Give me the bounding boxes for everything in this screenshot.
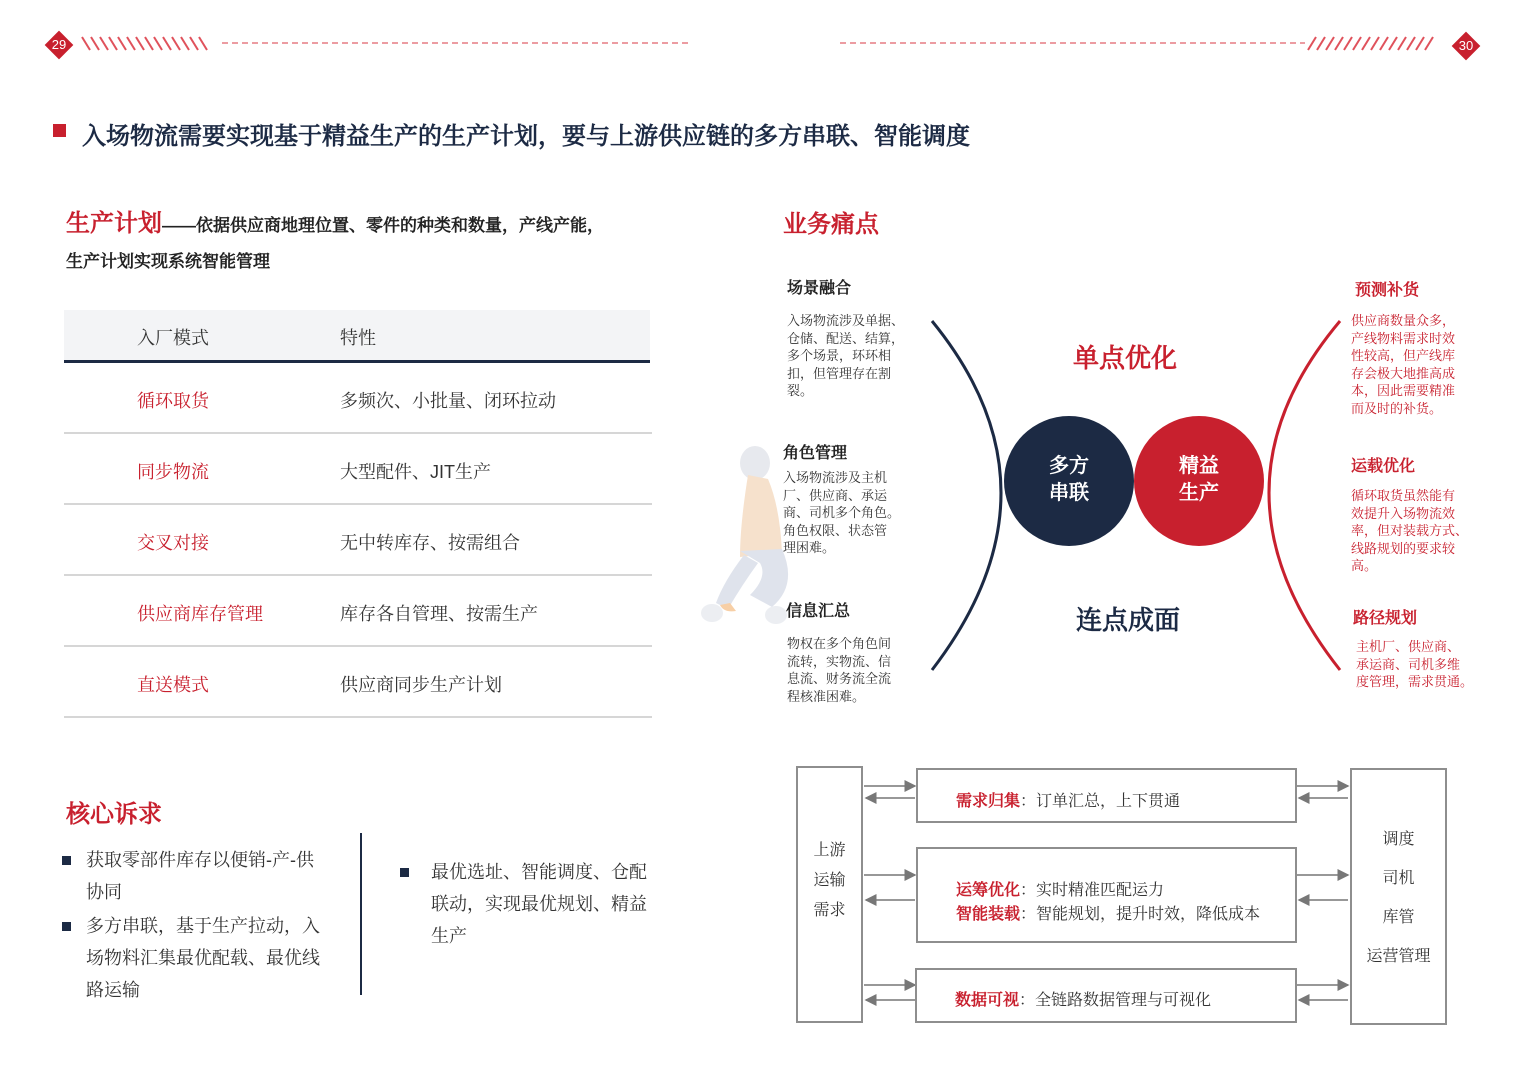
core-item: 获取零部件库存以便销-产-供 协同 xyxy=(86,844,346,908)
table-cell-feature: 供应商同步生产计划 xyxy=(340,675,502,695)
row-divider xyxy=(64,574,652,576)
title-square-icon xyxy=(53,124,66,137)
table-header-feature: 特性 xyxy=(340,328,376,348)
page-title: 入场物流需要实现基于精益生产的生产计划，要与上游供应链的多方串联、智能调度 xyxy=(82,123,970,150)
page-number-left: 29 xyxy=(46,32,72,58)
row-divider xyxy=(64,716,652,718)
circle-lean-production: 精益 生产 xyxy=(1134,416,1264,546)
plan-desc-line1: ——依据供应商地理位置、零件的种类和数量，产线产能， xyxy=(162,216,604,235)
pain-label: 场景融合 xyxy=(787,280,852,297)
pain-text: 入场物流涉及主机 厂、供应商、承运 商、司机多个角色。 角色权限、状态管 理困难。 xyxy=(783,470,901,555)
optimization-box: 运筹优化：实时精准匹配运力 智能装载：智能规划，提升时效，降低成本 xyxy=(916,847,1297,943)
top-decoration xyxy=(0,0,1527,70)
table-cell-mode: 循环取货 xyxy=(137,391,209,411)
upstream-demand-box: 上游 运输 需求 xyxy=(796,766,863,1023)
table-cell-feature: 无中转库存、按需组合 xyxy=(340,533,520,553)
plan-heading: 生产计划 xyxy=(66,210,162,237)
pain-label: 预测补货 xyxy=(1355,282,1420,299)
pain-label: 运载优化 xyxy=(1351,458,1416,475)
bullet-icon xyxy=(62,856,71,865)
table-cell-mode: 供应商库存管理 xyxy=(137,604,263,624)
core-item: 多方串联，基于生产拉动，入 场物料汇集最优配载、最优线 路运输 xyxy=(86,910,346,1006)
center-bottom-label: 连点成面 xyxy=(1076,605,1181,635)
circle-multi-party: 多方 串联 xyxy=(1004,416,1134,546)
core-divider xyxy=(360,833,362,995)
row-divider xyxy=(64,503,652,505)
plan-desc-line2: 生产计划实现系统智能管理 xyxy=(66,252,270,271)
operations-box: 调度 司机 库管 运营管理 xyxy=(1350,768,1447,1025)
data-visual-box: 数据可视：全链路数据管理与可视化 xyxy=(915,968,1297,1023)
pain-label: 路径规划 xyxy=(1353,610,1418,627)
table-cell-mode: 交叉对接 xyxy=(137,533,209,553)
pain-label: 信息汇总 xyxy=(786,603,851,620)
pain-text: 物权在多个角色间 流转，实物流、信 息流、财务流全流 程核准困难。 xyxy=(787,636,892,704)
pain-label: 角色管理 xyxy=(783,445,848,462)
center-top-label: 单点优化 xyxy=(1073,343,1178,373)
table-cell-feature: 多频次、小批量、闭环拉动 xyxy=(340,391,556,411)
bullet-icon xyxy=(62,922,71,931)
table-header xyxy=(64,310,650,363)
row-divider xyxy=(64,645,652,647)
core-heading: 核心诉求 xyxy=(66,801,162,828)
bullet-icon xyxy=(400,868,409,877)
demand-aggregation-box: 需求归集：订单汇总，上下贯通 xyxy=(916,768,1297,823)
table-cell-mode: 同步物流 xyxy=(137,462,209,482)
pain-heading: 业务痛点 xyxy=(783,211,879,238)
table-cell-mode: 直送模式 xyxy=(137,675,209,695)
pain-text: 循环取货虽然能有 效提升入场物流效 率，但对装载方式、 线路规划的要求较 高。 xyxy=(1351,488,1469,573)
plan-section xyxy=(66,206,666,280)
page-number-right: 30 xyxy=(1453,33,1479,59)
pain-text: 供应商数量众多， 产线物料需求时效 性较高，但产线库 存会极大地推高成 本，因此需要精准 而及时的补货。 xyxy=(1351,313,1456,416)
core-item: 最优选址、智能调度、仓配 联动，实现最优规划、精益 生产 xyxy=(431,856,671,952)
table-cell-feature: 库存各自管理、按需生产 xyxy=(340,604,538,624)
row-divider xyxy=(64,432,652,434)
table-cell-feature: 大型配件、JIT生产 xyxy=(340,462,491,482)
table-header-mode: 入厂模式 xyxy=(137,328,209,348)
pain-text: 主机厂、供应商、 承运商、司机多维 度管理，需求贯通。 xyxy=(1356,639,1474,689)
pain-text: 入场物流涉及单据、 仓储、配送、结算， 多个场景，环环相 扣，但管理存在割 裂。 xyxy=(787,313,905,398)
